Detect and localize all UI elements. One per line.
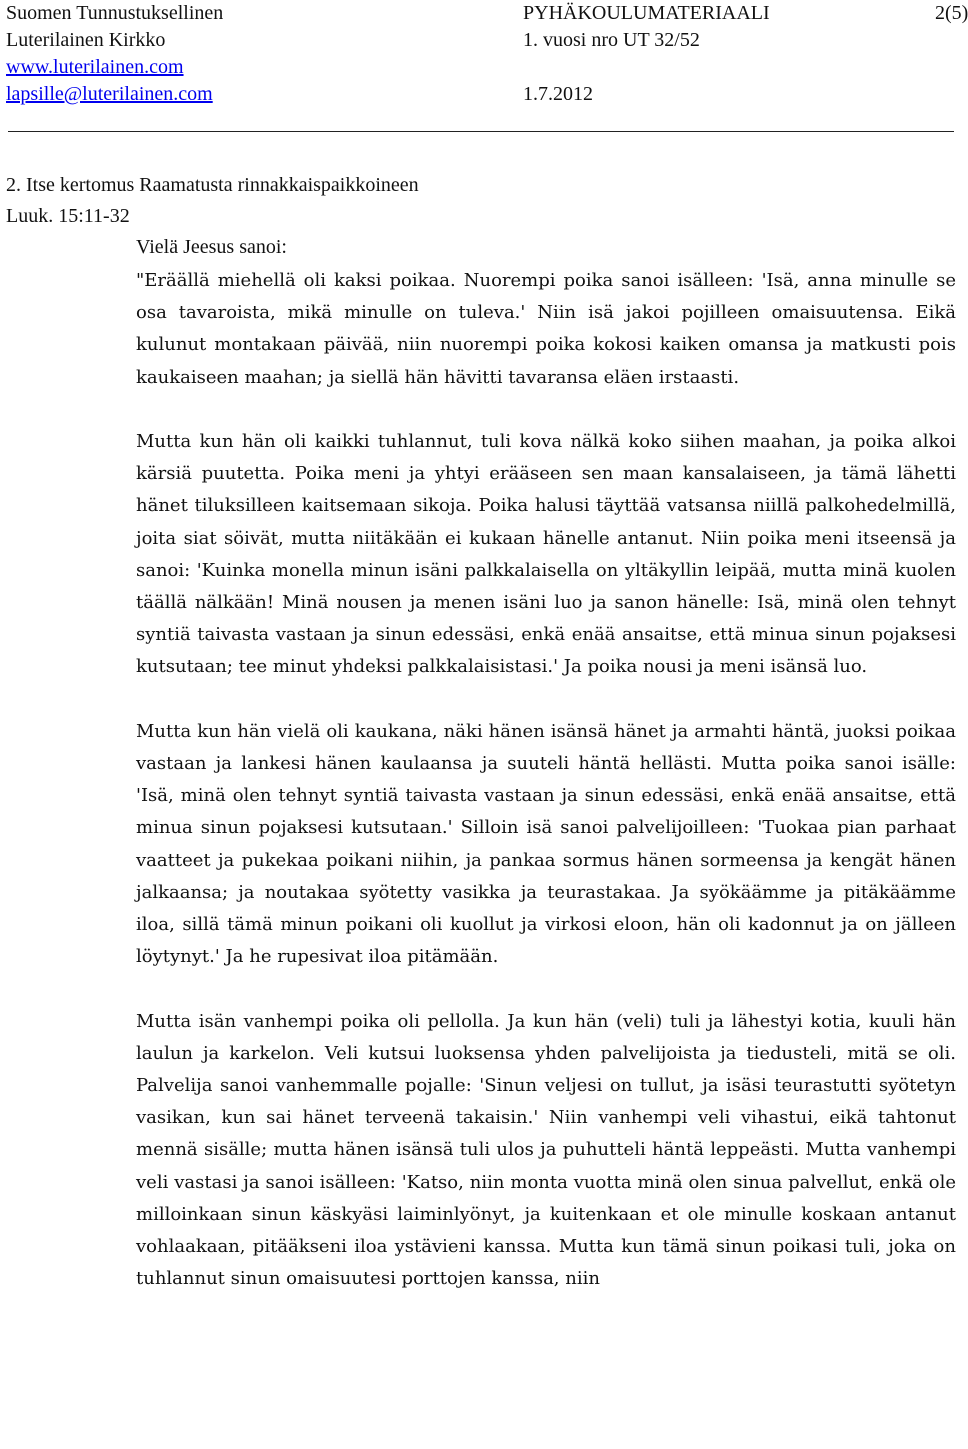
header-date: 1.7.2012 xyxy=(523,83,593,105)
section-title: 2. Itse kertomus Raamatusta rinnakkaispaikkoineen xyxy=(6,174,419,196)
email-link[interactable]: lapsille@luterilainen.com xyxy=(6,83,213,105)
paragraph: Mutta kun hän vielä oli kaukana, näki hänen isänsä hänet ja armahti häntä, juoksi poikaa vastaan ja lankesi hänen kaulaansa ja suuteli häntä hellästi. Mutta poika sanoi isälle: 'Isä, minä olen tehnyt syntiä taivasta vastaan ja sinun edessäsi, enkä enää ansaitse, että minua sinun pojaksesi kutsutaan.' Silloin isä sanoi palvelijoilleen: 'Tuokaa pian parhaat vaatteet ja pukekaa poikani niihin, ja pankaa sormus hänen sormeensa ja kengät hänen jalkaansa; ja noutakaa syötetty vasikka ja teurastakaa. Ja syökäämme ja pitäkäämme iloa, sillä tämä minun poikani oli kuollut ja virkosi eloon, hän oli kadonnut ja on jälleen löytynyt.' Ja he rupesivat iloa pitämään. xyxy=(136,720,956,968)
header-row-1 xyxy=(6,0,968,27)
organization-name-line2: Luterilainen Kirkko xyxy=(6,29,166,51)
paragraph: Mutta isän vanhempi poika oli pellolla. Ja kun hän (veli) tuli ja lähestyi kotia, kuuli hän laulun ja karkelon. Veli kutsui luoksensa yhden palvelijoista ja tiedusteli, mitä se oli. Palvelija sanoi vanhemmalle pojalle: 'Sinun veljesi on tullut, ja isäsi teurastutti syötetyn vasikan, kun sai hänet terveenä takaisin.' Niin vanhempi veli vihastui, eikä tahtonut mennä sisälle; mutta hänen isänsä tuli ulos ja puhutteli häntä leppeästi. Mutta vanhempi veli vastasi ja sanoi isälleen: 'Katso, niin monta vuotta minä olen sinua palvellut, enkä ole milloinkaan sinun käskyäsi laiminlyönyt, ja kuitenkaan et ole minulle koskaan antanut vohlaakaan, pitääkseni iloa ystävieni kanssa. Mutta kun tämä sinun poikasi tuli, joka on tuhlannut sinun omaisuutesi porttojen kanssa, niin xyxy=(136,1010,956,1290)
header-row-3 xyxy=(6,54,954,81)
paragraph: "Eräällä miehellä oli kaksi poikaa. Nuorempi poika sanoi isälleen: 'Isä, anna minulle se osa tavaroista, mikä minulle on tuleva.' Niin isä jakoi pojilleen omaisuutensa. Eikä kulunut montakaan päivää, niin nuorempi poika kokosi kaiken omansa ja matkusti pois kaukaiseen maahan; ja siellä hän hävitti tavaransa eläen irstaasti. xyxy=(136,270,956,388)
page-header xyxy=(6,0,968,108)
header-row-4 xyxy=(6,81,954,108)
organization-name-line1: Suomen Tunnustuksellinen xyxy=(6,2,224,24)
page-number: 2(5) xyxy=(935,2,968,24)
issue-number: 1. vuosi nro UT 32/52 xyxy=(523,29,700,51)
story-text xyxy=(136,265,956,1295)
website-link[interactable]: www.luterilainen.com xyxy=(6,56,184,78)
story-intro: Vielä Jeesus sanoi: xyxy=(136,236,287,258)
material-type: PYHÄKOULUMATERIAALI xyxy=(523,2,770,24)
header-divider xyxy=(8,131,954,132)
paragraph: Mutta kun hän oli kaikki tuhlannut, tuli kova nälkä koko siihen maahan, ja poika alkoi kärsiä puutetta. Poika meni ja yhtyi erääseen sen maan kansalaiseen, ja tämä lähetti hänet tiluksilleen kaitsemaan sikoja. Poika halusi täyttää vatsansa niillä palkohedelmillä, joita siat söivät, mutta niitäkään ei kukaan hänelle antanut. Niin poika meni itseensä ja sanoi: 'Kuinka monella minun isäni palkkalaisella on yltäkyllin leipää, mutta minä kuolen täällä nälkään! Minä nousen ja menen isäni luo ja sanon hänelle: Isä, minä olen tehnyt syntiä taivasta vastaan ja sinun edessäsi, enkä enää ansaitse, että minua sinun pojaksesi kutsutaan; tee minut yhdeksi palkkalaisistasi.' Ja poika nousi ja meni isänsä luo. xyxy=(136,431,956,678)
bible-reference: Luuk. 15:11-32 xyxy=(6,205,130,227)
header-row-2 xyxy=(6,27,954,54)
